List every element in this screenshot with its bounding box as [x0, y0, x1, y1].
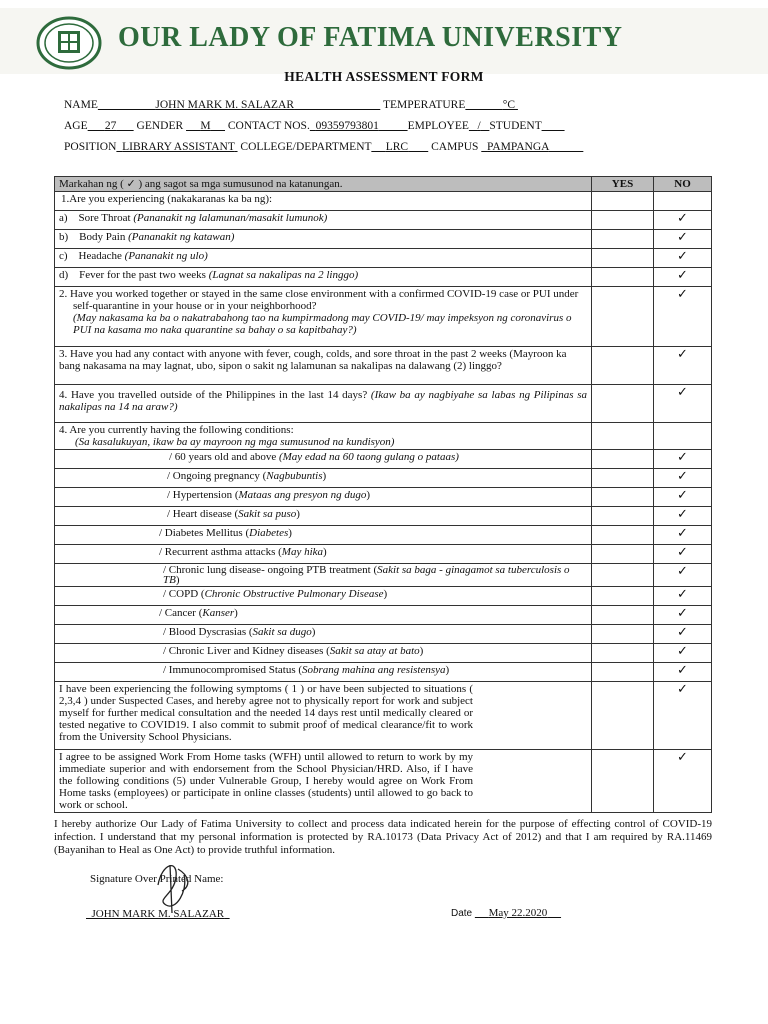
yes-cell[interactable] — [592, 564, 654, 587]
table-row — [55, 423, 712, 450]
date-line — [451, 907, 561, 919]
yes-cell[interactable] — [592, 469, 654, 488]
table-row: / Chronic Liver and Kidney diseases (Sakit sa atay at bato) ✓ — [55, 644, 712, 663]
gender-field[interactable]: M — [200, 120, 211, 132]
no-checkmark[interactable]: ✓ — [654, 469, 712, 488]
instruction-text: Markahan ng ( ✓ ) ang sagot sa mga sumusunod na katanungan. — [55, 177, 592, 192]
gender-label: GENDER — [136, 120, 184, 132]
no-checkmark[interactable]: ✓ — [654, 526, 712, 545]
no-checkmark[interactable]: ✓ — [654, 385, 712, 423]
info-line-age — [64, 120, 565, 132]
question-3: 3. Have you had any contact with anyone with fever, cough, colds, and sore throat in the past 2 weeks (Mayroon ka bang nakasama na may lagnat, ubo, sipon o sakit ng lalamunan sa nakalipas na dalawang (2) linggo? — [59, 348, 567, 372]
table-row: c) Headache (Pananakit ng ulo) ✓ — [55, 249, 712, 268]
info-line-position — [64, 141, 583, 153]
table-row — [55, 682, 712, 750]
employee-field[interactable]: / — [477, 120, 481, 132]
name-label: NAME — [64, 99, 98, 111]
yes-cell[interactable] — [592, 230, 654, 249]
data-privacy-authorization: I hereby authorize Our Lady of Fatima University to collect and process data indicated herein for the purpose of effecting control of COVID-19 infection. I understand that my personal information is protected by RA.10173 (Data Privacy Act of 2012) and that I am required by RA.11469 (Bayanihan to Heal as One Act) to provide truthful information. — [54, 818, 712, 856]
table-row — [55, 287, 712, 347]
table-row: b) Body Pain (Pananakit ng katawan) ✓ — [55, 230, 712, 249]
yes-cell[interactable] — [592, 625, 654, 644]
no-checkmark[interactable]: ✓ — [654, 287, 712, 347]
no-checkmark[interactable]: ✓ — [654, 450, 712, 469]
table-row: / Cancer (Kanser) ✓ — [55, 606, 712, 625]
info-line-name — [64, 99, 518, 111]
statement-wfh: I agree to be assigned Work From Home tasks (WFH) until allowed to return to work by my immediate superior and with endorsement from the School Physician/HRD. Also, if I have the following conditions (5) under Vulnerable Group, I hereby would agree on Work From Home tasks (employees) or participate in online classes (students) until allowed to go back to work or school. — [55, 750, 592, 813]
no-checkmark[interactable]: ✓ — [654, 545, 712, 564]
table-row — [55, 347, 712, 385]
table-row: / Hypertension (Mataas ang presyon ng dugo) ✓ — [55, 488, 712, 507]
university-seal-icon — [36, 16, 102, 70]
yes-cell[interactable] — [592, 423, 654, 450]
table-header-row — [55, 177, 712, 192]
no-checkmark[interactable]: ✓ — [654, 488, 712, 507]
no-checkmark[interactable]: ✓ — [654, 564, 712, 587]
no-checkmark[interactable]: ✓ — [654, 682, 712, 750]
no-header: NO — [654, 177, 712, 192]
question-2-translation: (May nakasama ka ba o nakatrabahong tao na kumpirmadong may COVID-19/ may impeksyon ng coronavirus o PUI na kasama mo naka quarantine sa bahay o sa kapitbahay?) — [73, 312, 572, 336]
no-checkmark[interactable]: ✓ — [654, 750, 712, 813]
table-row — [55, 192, 712, 211]
yes-cell[interactable] — [592, 545, 654, 564]
employee-label: EMPLOYEE — [407, 120, 469, 132]
table-row: / Immunocompromised Status (Sobrang mahina ang resistensya) ✓ — [55, 663, 712, 682]
yes-cell[interactable] — [592, 750, 654, 813]
yes-cell[interactable] — [592, 587, 654, 606]
student-label: STUDENT — [489, 120, 542, 132]
question-2: 2. Have you worked together or stayed in the same close environment with a confirmed COVID-19 case or PUI under self-quarantine in your house or in your neighborhood? — [59, 288, 579, 312]
yes-cell[interactable] — [592, 663, 654, 682]
yes-cell[interactable] — [592, 644, 654, 663]
question-1: 1.Are you experiencing (nakakaranas ka ba ng): — [55, 192, 592, 211]
no-checkmark[interactable]: ✓ — [654, 644, 712, 663]
table-row: / Heart disease (Sakit sa puso) ✓ — [55, 507, 712, 526]
table-row: / Blood Dyscrasias (Sakit sa dugo) ✓ — [55, 625, 712, 644]
yes-cell[interactable] — [592, 606, 654, 625]
name-field[interactable]: JOHN MARK M. SALAZAR — [155, 99, 295, 111]
table-row — [55, 750, 712, 813]
university-name: OUR LADY OF FATIMA UNIVERSITY — [118, 22, 623, 53]
no-checkmark[interactable]: ✓ — [654, 606, 712, 625]
table-row: / 60 years old and above (May edad na 60 taong gulang o pataas) ✓ — [55, 450, 712, 469]
statement-suspected-cases: I have been experiencing the following symptoms ( 1 ) or have been subjected to situations ( 2,3,4 ) under Suspected Cases, and hereby agree not to physically report for work and subject myself for further medical consultation and the needed 14 days rest until medically cleared or tested negative to COVID19. I also commit to submit proof of medical clearance/fit to work from the University School Physicians. — [55, 682, 592, 750]
campus-field[interactable]: PAMPANGA — [487, 141, 549, 153]
position-field[interactable]: LIBRARY ASSISTANT — [122, 141, 235, 153]
no-cell[interactable] — [654, 192, 712, 211]
yes-cell[interactable] — [592, 450, 654, 469]
table-row — [55, 385, 712, 423]
no-cell[interactable] — [654, 423, 712, 450]
temperature-label: TEMPERATURE — [382, 99, 466, 111]
assessment-table — [54, 176, 712, 813]
temperature-field[interactable]: °C — [502, 99, 516, 111]
yes-cell[interactable] — [592, 682, 654, 750]
no-checkmark[interactable]: ✓ — [654, 663, 712, 682]
contact-field[interactable]: 09359793801 — [315, 120, 379, 132]
yes-header: YES — [592, 177, 654, 192]
handwritten-signature — [148, 855, 198, 915]
form-title: HEALTH ASSESSMENT FORM — [284, 69, 484, 84]
college-field[interactable]: LRC — [385, 141, 409, 153]
no-checkmark[interactable]: ✓ — [654, 211, 712, 230]
yes-cell[interactable] — [592, 192, 654, 211]
signature-label: Signature Over Printed Name: — [90, 873, 224, 885]
no-checkmark[interactable]: ✓ — [654, 230, 712, 249]
campus-label: CAMPUS — [431, 141, 479, 153]
college-label: COLLEGE/DEPARTMENT — [240, 141, 372, 153]
table-row: d) Fever for the past two weeks (Lagnat sa nakalipas na 2 linggo) ✓ — [55, 268, 712, 287]
age-field[interactable]: 27 — [104, 120, 117, 132]
question-5: 4. Are you currently having the following conditions: — [59, 424, 294, 436]
student-field[interactable] — [542, 120, 565, 132]
yes-cell[interactable] — [592, 211, 654, 230]
no-checkmark[interactable]: ✓ — [654, 347, 712, 385]
yes-cell[interactable] — [592, 385, 654, 423]
no-checkmark[interactable]: ✓ — [654, 249, 712, 268]
table-row: a) Sore Throat (Pananakit ng lalamunan/masakit lumunok) ✓ — [55, 211, 712, 230]
yes-cell[interactable] — [592, 488, 654, 507]
contact-label: CONTACT NOS. — [227, 120, 310, 132]
date-field[interactable]: May 22.2020 — [488, 907, 548, 919]
yes-cell[interactable] — [592, 347, 654, 385]
table-row: / COPD (Chronic Obstructive Pulmonary Disease) ✓ — [55, 587, 712, 606]
no-checkmark[interactable]: ✓ — [654, 587, 712, 606]
no-checkmark[interactable]: ✓ — [654, 268, 712, 287]
date-label: Date — [451, 908, 473, 919]
age-label: AGE — [64, 120, 88, 132]
yes-cell[interactable] — [592, 526, 654, 545]
question-4: 4. Have you travelled outside of the Philippines in the last 14 days? — [59, 389, 371, 401]
yes-cell[interactable] — [592, 268, 654, 287]
yes-cell[interactable] — [592, 249, 654, 268]
position-label: POSITION — [64, 141, 117, 153]
table-row: / Recurrent asthma attacks (May hika) ✓ — [55, 545, 712, 564]
signature-printed-name: JOHN MARK M. SALAZAR — [91, 908, 225, 920]
no-checkmark[interactable]: ✓ — [654, 625, 712, 644]
yes-cell[interactable] — [592, 287, 654, 347]
question-5-translation: (Sa kasalukuyan, ikaw ba ay mayroon ng mga sumusunod na kundisyon) — [75, 436, 395, 448]
no-checkmark[interactable]: ✓ — [654, 507, 712, 526]
table-row: / Diabetes Mellitus (Diabetes) ✓ — [55, 526, 712, 545]
table-row: / Chronic lung disease- ongoing PTB treatment (Sakit sa baga - ginagamot sa tuberculosis o TB) ✓ — [55, 564, 712, 587]
yes-cell[interactable] — [592, 507, 654, 526]
question-4-translation: (Ikaw ba ay nagbiyahe sa labas ng Pilipinas sa nakalipas na 14 na araw?) — [59, 389, 588, 413]
table-row: / Ongoing pregnancy (Nagbubuntis) ✓ — [55, 469, 712, 488]
